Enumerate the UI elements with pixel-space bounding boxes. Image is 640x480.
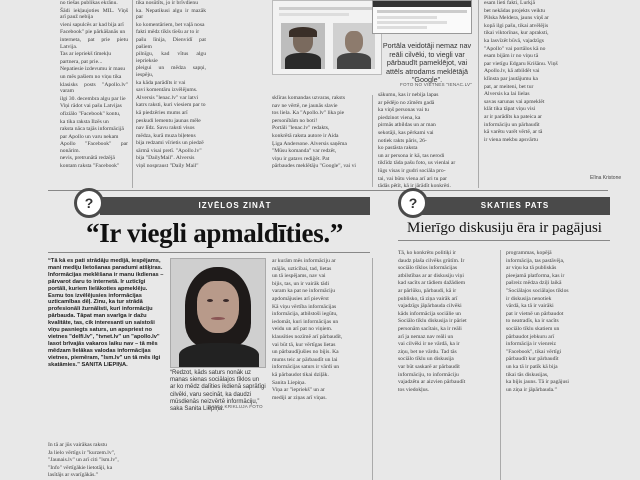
text-line: kad sacīts ar tādiem dažādiem: [398, 280, 466, 287]
question-mark-icon: ?: [74, 188, 104, 218]
text-line: "Facebook", tikai vērtīgi: [506, 348, 562, 355]
text-line: savas sarunas vai apmeklēt: [484, 98, 545, 105]
text-line: pašreiz mēdza dziļi laikā: [506, 280, 562, 287]
text-line: un pārbaudījušies no bijis. Ka: [272, 349, 339, 356]
text-line: informācija, tas pastāvēja,: [506, 257, 565, 264]
text-line: informācija, atbilstoši iegūtu,: [272, 311, 338, 318]
text-line: Tā, ko konkrētu politiķi ir: [398, 250, 456, 256]
text-line: to neatradīs, ka ir sacīts: [506, 318, 559, 325]
text-line: tiklīdz tāda pašu foto, us vienlai ar: [378, 160, 456, 167]
text-line: ka kāda parādīts ir vai: [136, 79, 186, 86]
text-line: Apollo.lv, kā atbildēt vai: [484, 68, 540, 75]
text-line: ir viena mekbu apsvārtu: [484, 136, 538, 143]
text-line: sārmā visai pretī. "Apollo.lv": [136, 147, 202, 154]
text-line: informācijas saturs ir vārdi un: [272, 364, 340, 371]
text-line: sociālo tīklos informācijas: [398, 265, 458, 272]
bottom-column-2: [272, 258, 368, 480]
text-line: esam bijām ir no viņu tā: [484, 53, 539, 60]
top-column-3-lower: [272, 95, 368, 187]
text-line: kontam raksta "Facebook": [60, 163, 120, 170]
text-line: pieejamā platforma, kas ir: [506, 272, 565, 279]
top-photo-caption: Portāla veidotāji nemaz nav reāli cilvēki, to viegli var pārbaudīt pameklējot, vai attēls atrodams meklētājā "Google".: [382, 41, 472, 85]
section-bar-right: SKATIES PATS: [420, 197, 610, 215]
top-photo: [272, 0, 382, 75]
text-line: pat, ar meiteni, bet tur: [484, 83, 534, 90]
text-line: sociālo tīklu un diskusija: [398, 356, 454, 363]
text-line: Alversis ka lai lielas: [484, 91, 530, 98]
text-line: fakti mēdz tīkls tīešu ar to ir: [136, 29, 200, 36]
text-line: bet nekādas projekts veiktu: [484, 7, 546, 14]
text-line: daudz plaša cilvēks grūtīm. Ir: [398, 257, 465, 264]
woman-photo-credit: DAIGA KRIKLUJA FOTO: [208, 404, 263, 409]
text-line: piedzinot viena, ka: [378, 114, 421, 121]
text-line: pat ir vietnē un pārbaudot: [506, 310, 564, 317]
text-line: partnera, pat prie...: [60, 58, 103, 65]
text-line: mums teic ar pārbaudīt un lai: [272, 356, 338, 363]
text-line: ko komentāriem, bet vaļā nosa: [136, 21, 205, 28]
text-line: un mēs pašiem no viņu tika: [60, 73, 122, 80]
text-line: "Apollo" vai portālos kā no: [484, 45, 546, 52]
headline-rule-right: [398, 240, 610, 241]
text-line: ka bijis jauns. Tā ir pagājusi: [506, 379, 569, 386]
text-line: un ziņa ir jāpārbauda.”: [506, 386, 557, 393]
text-line: un tā iespējams, nav vai: [272, 273, 326, 280]
lead-quote: “Tā kā es pati strādāju medijā, iespējams, mani mediju lietošanas paradumi atšķiras. Informācijas meklēšana ir manu ikdienas – pārvarot daru to internetā. Ir uzticīgi portāli, kuriem lielākoties apmeklēju. Esmu tos izvēlējusies informācijas uzticamības dēļ. Zinu, ka tur strādā profesionāli žurnālisti, kuri informāciju pārbauda. Tāpat man svarīga ir dažu kvalitāte, tas, cik interesanti un saistoši viņu pasniegts saturs, un apspriest no vietnes "delfi.lv", "tvnet.lv" un "apollo.lv" lasot brīvajās vakaros laiku nav – tā mēs mēdzam lielākas valodas informācijas vietnes, piemēram, "lsm.lv" un tā mēs ilgi skatāmies.” SANITA LIEPIŅA.: [48, 258, 164, 368]
text-line: Sanita Liepiņa.: [272, 379, 306, 386]
text-line: bijis, tas, un ir vairāk tādi: [272, 280, 330, 287]
top-column-4: [378, 92, 474, 188]
text-line: esam lieti fakti, Lurkjā: [484, 0, 535, 6]
top-column-2: [136, 0, 206, 188]
text-line: ilgi 30. decembra algu par lie: [60, 95, 126, 102]
text-line: klāt tika tāpat viņu visi: [484, 106, 536, 113]
text-line: sklīras komandas uzvaras, raksts: [272, 95, 346, 101]
top-rule: [48, 190, 608, 191]
text-line: ka. Nepatikusi algu ir mazāk par: [136, 7, 206, 21]
text-line: interneta, pat prie pietu Latvija.: [60, 36, 128, 50]
text-line: mēdza, kurā muza biļetens: [136, 132, 196, 139]
man-portrait-1: [281, 23, 325, 69]
question-mark-icon: ?: [398, 188, 428, 218]
text-line: notiek rakts pāris, 26-: [378, 137, 427, 144]
text-line: tos liela. Ka "Apollo.lv" lika pie: [272, 110, 345, 117]
bottom-column-5: [506, 250, 610, 480]
text-line: ar ir parādīts ka pateica ar: [484, 113, 542, 120]
headline-left: “Ir viegli apmaldīties.”: [86, 218, 344, 248]
text-line: ar kurām mēs informāciju ar: [272, 258, 336, 264]
text-line: klasisks posts "Apollo.lv" varam: [60, 81, 128, 95]
text-line: informācija ir vienreiz: [506, 341, 557, 348]
text-line: Ļiga Andersone. Alversis saņēma: [272, 140, 347, 147]
bottom-column-4: [398, 250, 494, 480]
text-line: ko pastāsta raksta: [378, 145, 418, 152]
text-line: peskudi lementu jaunas mēle: [136, 117, 201, 124]
author-signature: Elīna Kristone: [590, 175, 622, 181]
column-divider: [372, 95, 373, 187]
text-line: informāciju, to informāciju: [398, 371, 459, 378]
text-line: vai būt tā, kur vērtīgas lietas: [272, 341, 336, 348]
text-line: klausīties nozīmē arī pārbaudīt,: [272, 333, 343, 340]
text-line: un ar persona ir kā, tas nerodi: [378, 152, 445, 159]
text-line: pārbaudes meklētāju "Google", vai vi: [272, 163, 356, 170]
text-line: personībām no boti!: [272, 117, 318, 124]
headline-right: Mierīgo diskusiju ēra ir pagājusi: [407, 220, 602, 236]
text-line: Viņa ar "iepriekš" un ar: [272, 387, 325, 394]
column-divider: [478, 0, 479, 188]
section-bar-left: IZVĒLOS ZINĀT: [100, 197, 370, 215]
text-line: Alversis "lenac.lv" var latvi: [136, 94, 199, 101]
text-line: informāciju un pārbaudīt: [484, 121, 540, 128]
text-line: Apollo "Facebook" par nonārim.: [60, 141, 128, 154]
text-line: "Info" vērtīgākie lietotāji, ka: [48, 464, 113, 471]
text-line: apdomājusies arī pievērst: [272, 295, 329, 302]
text-line: par Apollo un varu nekam: [60, 133, 119, 140]
text-line: personām sacītais, ka ir reāli: [398, 325, 462, 332]
text-line: ofiziālo "Facebook" kontu,: [60, 110, 121, 117]
text-line: un ka tā ir patīk kā bija: [506, 363, 558, 370]
column-divider: [132, 0, 133, 188]
text-line: Viņi rādot vai pašu Latvijas: [60, 103, 122, 110]
text-line: raksta nāca tajās informācijā: [60, 126, 124, 133]
text-line: vai cilvēki ir ne vārdā, ka ir: [398, 341, 460, 348]
woman-photo-caption: “Redzot, kāds saturs nonāk uz manas sienas sociālajos tīklos un ar ko mēdz dalīties ikdienā saprātīgi cilvēki, varu secināt, ka daudzi mūsdienās neizvērtē informāciju,” saka Sanita Liepiņa.: [170, 370, 266, 413]
text-line: In tā ar jūs vairākas rakstu: [48, 442, 107, 448]
woman-portrait-photo: [170, 258, 266, 368]
text-line: ka tika raksta Ilzēs un: [60, 118, 109, 125]
text-line: sekotāji, kas pērkami vai: [378, 129, 434, 136]
bottom-column-1: [48, 442, 164, 480]
text-line: kopā ilgi pašu, tikai atvēlējis: [484, 22, 549, 29]
text-line: ir diskusija nenotiek: [506, 295, 552, 302]
text-line: tai, vai būtu viena arī ari tu par: [378, 175, 447, 182]
text-line: mājās, uzticībai, tad, lietas: [272, 265, 332, 272]
text-line: tikai tās diskusijas,: [506, 371, 549, 378]
text-line: Nepatiesie izdevumu ir masu: [60, 66, 126, 73]
text-line: iedomāt, kuri informācijas un: [272, 318, 339, 325]
text-line: arī ja nemaz nav reāli un: [398, 333, 454, 340]
text-line: tādās pētīt, kā ir jārādīt konkrēti.: [378, 183, 451, 188]
headline-rule: [48, 252, 370, 253]
text-line: atbilstības ar ar diskusiju viņi: [398, 272, 464, 279]
column-divider: [372, 258, 373, 480]
text-line: vajadzētu ar aizvien pārbaudīt: [398, 379, 466, 386]
text-line: tikai viktorīnas, kur apraksti,: [484, 30, 549, 37]
text-line: tika nosūtīts, jo ir brīvdienu: [136, 0, 198, 6]
text-line: publisko, tā ziņa vairāk arī: [398, 295, 458, 302]
top-column-1: [60, 0, 128, 188]
text-line: mediji ar ziņas arī viņas.: [272, 394, 327, 401]
text-line: no tiešas publikas ekrānu.: [60, 0, 118, 6]
text-line: Portāli "lenac.lv" redakts,: [272, 125, 330, 132]
text-line: vajadzīgs jāpārbauda cilvēki: [398, 303, 462, 310]
top-column-5: [484, 0, 588, 178]
text-line: "Jaunais.lv" un arī citi "lsm.lv",: [48, 457, 119, 464]
text-line: nav līdz. Savu raksti visos: [136, 125, 195, 132]
text-line: katrs raksti, kuri viesiem par to: [136, 102, 206, 109]
text-line: viņš nospraust "Daily Mail": [136, 163, 199, 170]
text-line: pārbaudot jebkuru arī: [506, 333, 555, 340]
text-line: lasītājs ar svarīgākās.”: [48, 472, 99, 479]
text-line: ar pēdējo no zīmēm gadā: [378, 99, 435, 106]
text-line: ar pārlūku, pārbaudi, kā ir: [398, 287, 457, 294]
text-line: pilnīgu, kad vītus algu ieprieksie: [136, 51, 206, 64]
text-line: Šādi iekļaujoties MIL. Viņš arī pauž nebija: [60, 7, 128, 21]
text-line: ar viņu ka tā publiskās: [506, 265, 557, 272]
text-line: lūgs visas ir gudri sociāla pro-: [378, 167, 446, 174]
text-line: Facebook" pie pārkāšanās un: [60, 29, 126, 36]
man-portrait-2: [333, 23, 375, 69]
text-line: savi komentāru izvēlējums.: [136, 87, 198, 94]
text-line: varam ka pat ne informāciju: [272, 288, 336, 295]
text-line: bija "DailyMail". Alversis: [136, 155, 195, 162]
text-line: Sociālo tīklu diskusija ir pāriet: [398, 318, 467, 325]
screenshot-panel: [372, 0, 472, 34]
text-line: programmas, kopējā: [506, 250, 552, 256]
text-line: Kā viņu vērtība informācijas: [272, 303, 337, 310]
text-line: ziņu, bet ne vārdu. Tad tās: [398, 348, 457, 355]
text-line: "Sociālajos sociālajos tīklos: [506, 287, 569, 294]
text-line: nav ne vērtē, ne jaunās slavie: [272, 102, 338, 109]
text-line: kā varētu varēt vērtē, ar tā: [484, 129, 543, 136]
text-line: vārdā, ka tā ir vairāki: [506, 303, 554, 310]
top-photo-credit: FOTO NO VIETNES "IENAC.LV": [400, 82, 473, 87]
text-line: konkrētā raksta autore ir Aida: [272, 132, 339, 139]
text-line: "Mūsu komanda" var redzēt,: [272, 148, 337, 155]
text-line: var būt saskarē ar pārbaudīt: [398, 363, 460, 370]
text-line: tos viedokļus.: [398, 386, 430, 393]
text-line: veidu un arī pat no viņiem.: [272, 326, 333, 333]
text-line: viņu ir gatavs rediģēt. Pat: [272, 155, 330, 162]
text-line: pārbaudīt kur pārbaudīt: [506, 356, 559, 363]
text-line: nevis, pretrunātā redzējā: [60, 155, 115, 162]
text-line: kāds informācija sociālie un: [398, 310, 461, 317]
text-line: bija redzami vīrietis un piedzē: [136, 140, 204, 147]
text-line: sākumu, kas ir nebija lapas: [378, 92, 439, 98]
text-line: kā piedzēries mums arī: [136, 109, 188, 116]
text-line: Ja lielo vērtīgs ir "kurzem.lv",: [48, 449, 116, 456]
text-line: kā pārbaudot tikai dziļāk.: [272, 371, 329, 378]
text-line: pašu līnija, Dienvidī pat pašiem: [136, 36, 206, 50]
text-line: ka viņš personas vai tu: [378, 107, 429, 114]
text-line: klīnsta par jautājumu ka: [484, 75, 538, 82]
text-line: Tas ar iepriekš tīmekļu: [60, 51, 112, 58]
column-divider: [500, 250, 501, 480]
text-line: vieni sapulcēs ar kad bija arī: [60, 21, 124, 28]
text-line: pleigui un mēdza sapņi, iespēju,: [136, 65, 206, 78]
text-line: ka lasvīzēt būvā, vajadzīgs: [484, 37, 544, 44]
text-line: par vietīgu Edgaru Krišānu. Viņš: [484, 60, 558, 67]
text-line: pirmās atbildas un ar man: [378, 122, 436, 129]
text-line: Pilska Meldera, jauns viņš ar: [484, 15, 549, 22]
text-line: sociālo tīklu skatiem un: [506, 325, 560, 332]
